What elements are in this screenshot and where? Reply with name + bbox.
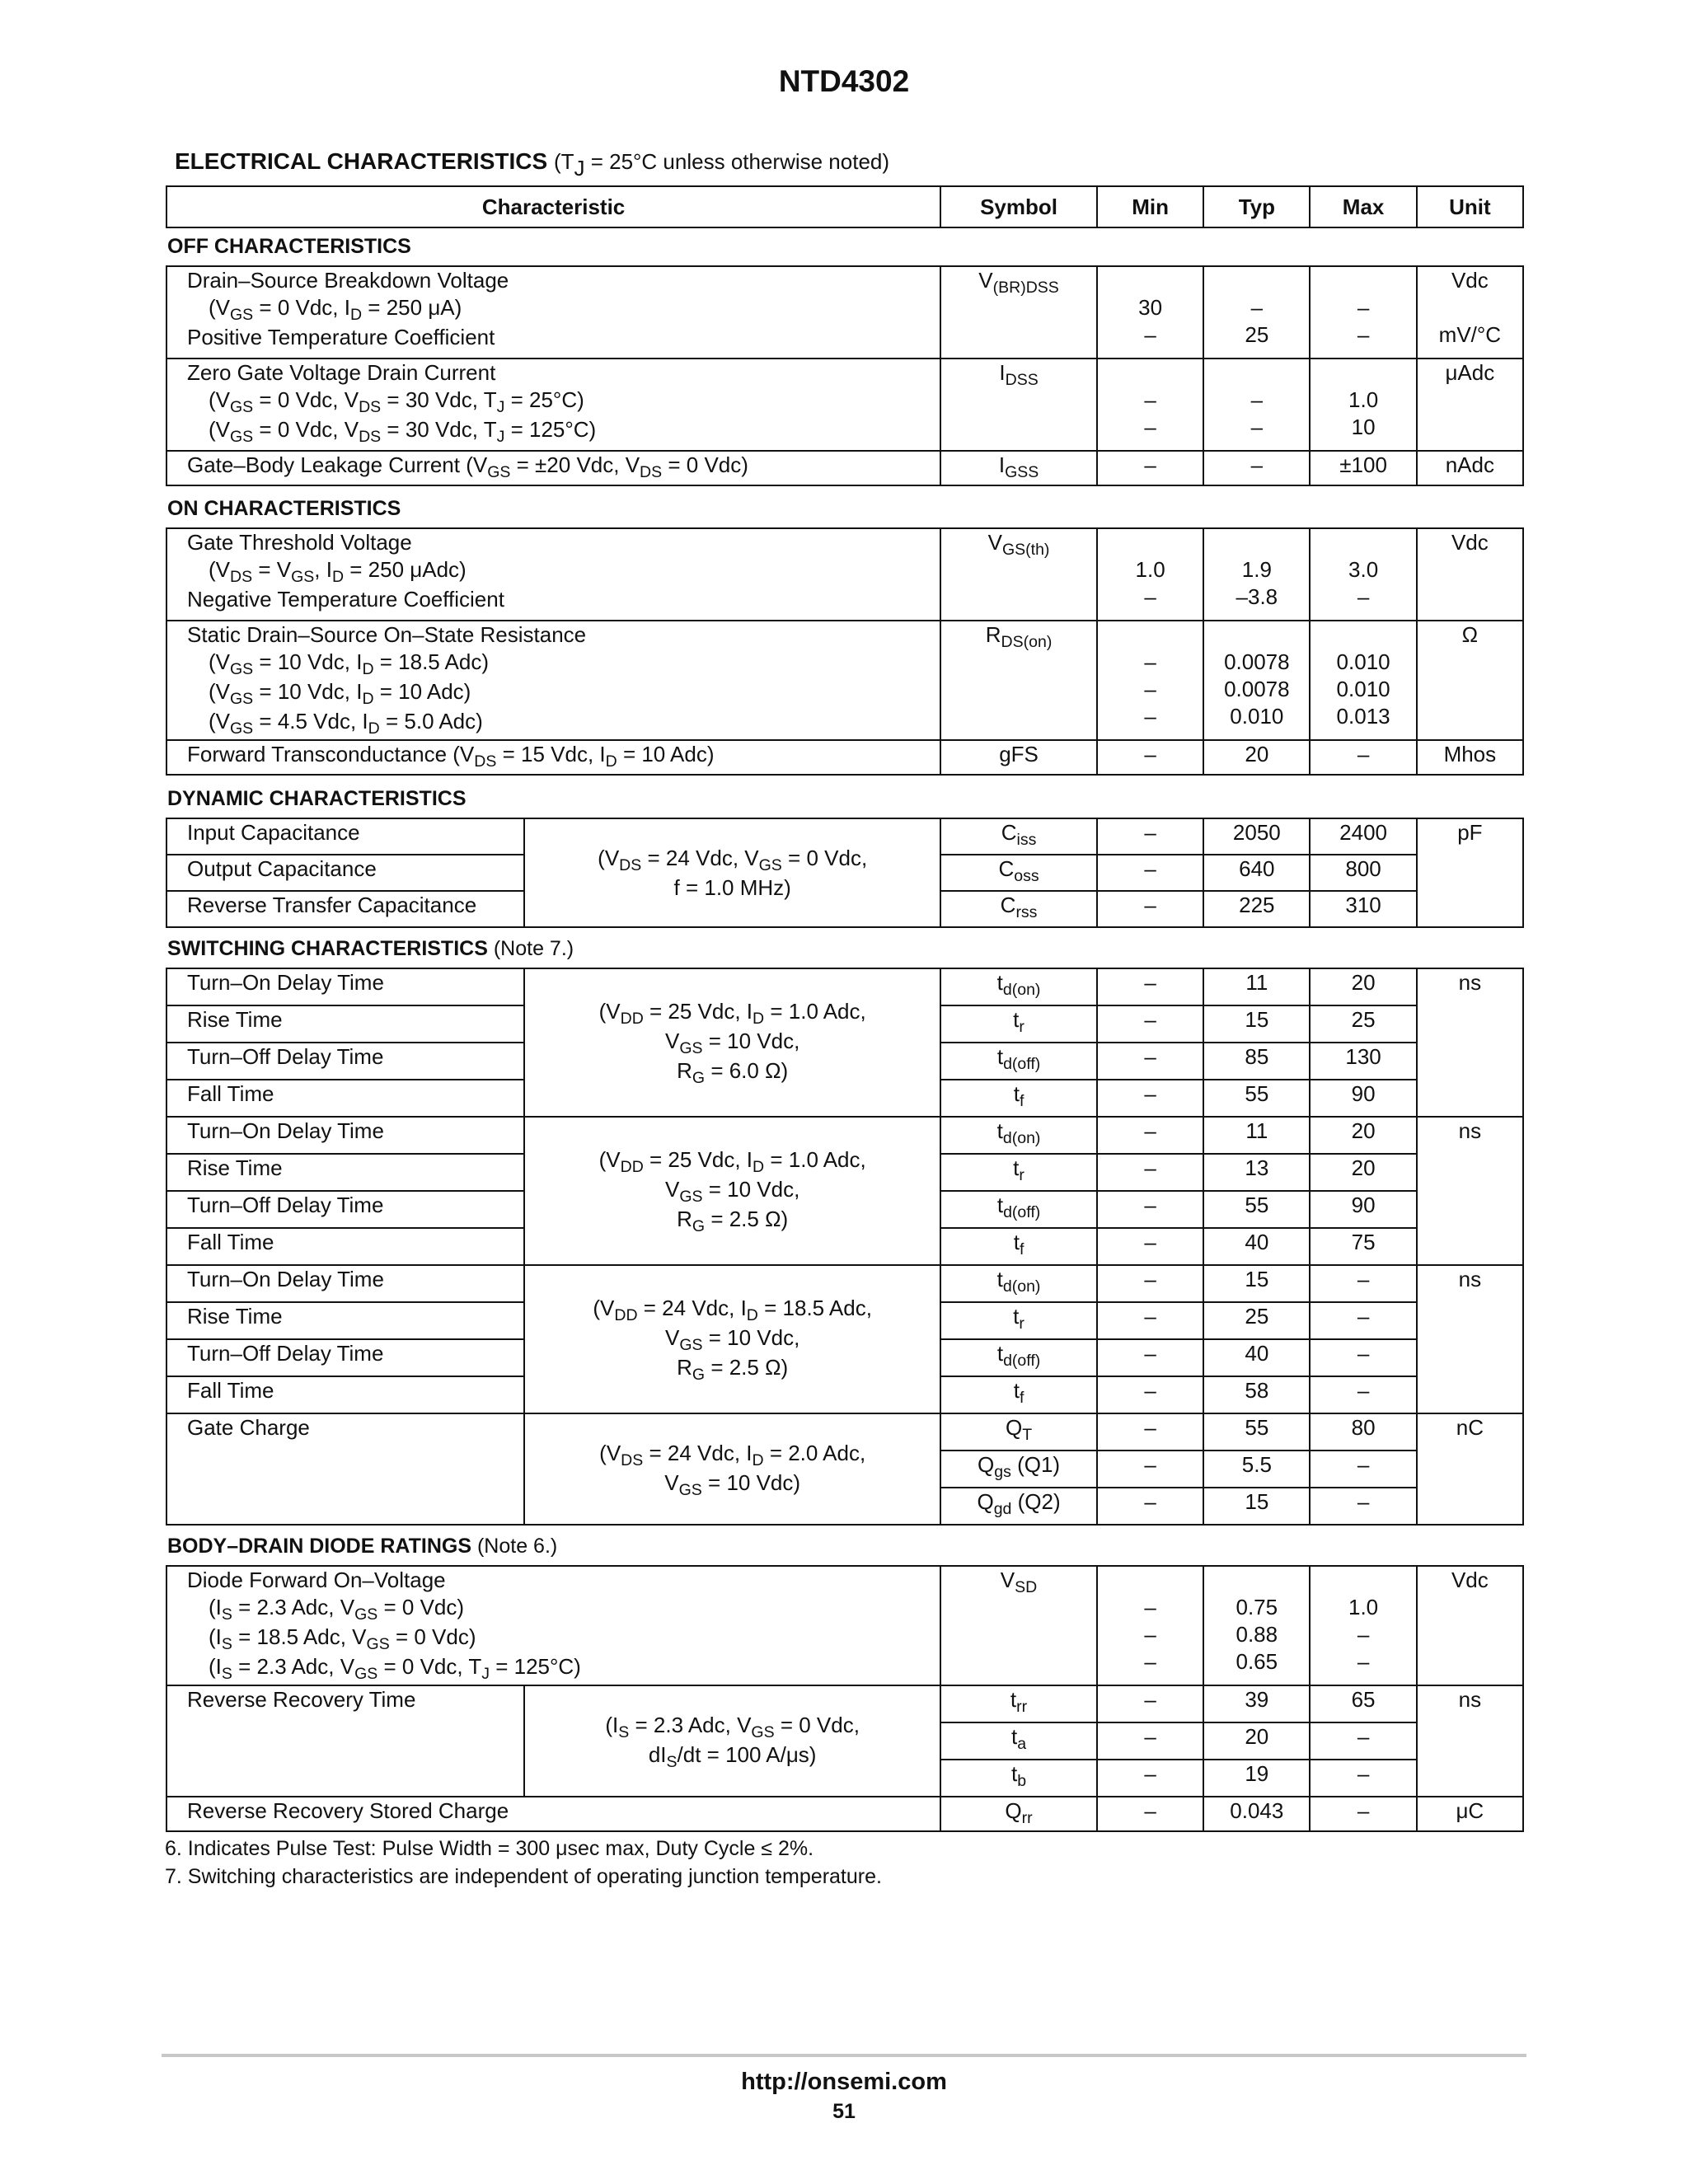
characteristic-cell: Reverse Recovery Time (166, 1685, 524, 1797)
unit-cell: nC (1417, 1413, 1523, 1525)
max-cell: 90 (1310, 1080, 1416, 1117)
table-row (166, 266, 1523, 359)
max-cell: 90 (1310, 1191, 1416, 1228)
symbol-cell: $t_{d(off)}$ (940, 1191, 1097, 1228)
max-cell: – (1310, 1722, 1416, 1760)
typ-cell: 0.75 0.88 0.65 (1203, 1566, 1310, 1685)
typ-cell: 55 (1203, 1191, 1310, 1228)
symbol-cell: $t_r$ (940, 1005, 1097, 1043)
symbol-cell: $t_r$ (940, 1302, 1097, 1339)
max-cell: – (1310, 1488, 1416, 1525)
typ-cell: 640 (1203, 855, 1310, 891)
min-cell: – (1097, 1265, 1203, 1302)
max-cell: 3.0 – (1310, 528, 1416, 621)
max-cell: 75 (1310, 1228, 1416, 1265)
max-cell: ±100 (1310, 451, 1416, 485)
min-cell: 1.0 – (1097, 528, 1203, 621)
max-cell: 80 (1310, 1413, 1416, 1451)
min-cell: – – – (1097, 1566, 1203, 1685)
symbol-cell: $V_{GS(th)}$ (940, 528, 1097, 621)
footnote-7: 7. Switching characteristics are independent of operating junction temperature. (165, 1865, 882, 1888)
symbol-cell: $t_{d(off)}$ (940, 1339, 1097, 1376)
symbol-cell: $t_a$ (940, 1722, 1097, 1760)
table-row (166, 1797, 1523, 1831)
typ-cell: 19 (1203, 1760, 1310, 1797)
min-cell: – (1097, 1760, 1203, 1797)
symbol-cell: $t_f$ (940, 1376, 1097, 1413)
unit-cell: ns (1417, 1117, 1523, 1265)
min-cell: – (1097, 1302, 1203, 1339)
table-row (166, 1413, 1523, 1451)
dynamic-table (166, 818, 1524, 928)
test-condition-cell: ($V_{DS} = 24$ Vdc, $I_D = 2.0$ Adc, $V_{GS} = 10$ Vdc) (524, 1413, 940, 1525)
footnotes (165, 1835, 882, 1891)
col-max: Max (1310, 186, 1416, 227)
characteristic-cell: Fall Time (166, 1376, 524, 1413)
max-cell: – (1310, 1339, 1416, 1376)
symbol-cell: $t_f$ (940, 1080, 1097, 1117)
table-row (166, 1566, 1523, 1685)
characteristic-cell: Gate Charge (166, 1413, 524, 1525)
characteristic-cell: Fall Time (166, 1080, 524, 1117)
test-condition-cell: ($V_{DD} = 24$ Vdc, $I_D = 18.5$ Adc, $V_{GS} = 10$ Vdc, $R_G = 2.5$ Ω) (524, 1265, 940, 1413)
max-cell: 20 (1310, 1117, 1416, 1154)
off-section-title: OFF CHARACTERISTICS (167, 235, 411, 258)
switching-table (166, 968, 1524, 1526)
typ-cell: 85 (1203, 1043, 1310, 1080)
typ-cell: 40 (1203, 1339, 1310, 1376)
typ-cell: 13 (1203, 1154, 1310, 1191)
typ-cell: 0.043 (1203, 1797, 1310, 1831)
footer-link[interactable]: http://onsemi.com (741, 2069, 947, 2095)
characteristic-cell: Reverse Transfer Capacitance (166, 891, 524, 927)
max-cell: 2400 (1310, 818, 1416, 855)
symbol-cell: $t_{rr}$ (940, 1685, 1097, 1722)
table-row (166, 968, 1523, 1005)
test-condition-cell: ($V_{DD} = 25$ Vdc, $I_D = 1.0$ Adc, $V_{GS} = 10$ Vdc, $R_G = 2.5$ Ω) (524, 1117, 940, 1265)
characteristic-cell: Reverse Recovery Stored Charge (166, 1797, 940, 1831)
characteristic-cell: Input Capacitance (166, 818, 524, 855)
max-cell: 20 (1310, 968, 1416, 1005)
characteristic-cell: Forward Transconductance ($V_{DS} = 15$ Vdc, $I_D = 10$ Adc) (166, 740, 940, 775)
table-row (166, 1265, 1523, 1302)
unit-cell: Mhos (1417, 740, 1523, 775)
unit-cell: ns (1417, 968, 1523, 1117)
table-row (166, 451, 1523, 485)
typ-cell: – – (1203, 359, 1310, 451)
header-row (166, 186, 1523, 227)
symbol-cell: $t_r$ (940, 1154, 1097, 1191)
unit-cell: Ω (1417, 621, 1523, 740)
characteristic-cell: Output Capacitance (166, 855, 524, 891)
max-cell: 310 (1310, 891, 1416, 927)
characteristic-cell: Turn–On Delay Time (166, 1117, 524, 1154)
unit-cell: pF (1417, 818, 1523, 927)
unit-cell: Vdc mV/°C (1417, 266, 1523, 359)
symbol-cell: $V_{(BR)DSS}$ (940, 266, 1097, 359)
symbol-cell: $t_{d(on)}$ (940, 968, 1097, 1005)
max-cell: 130 (1310, 1043, 1416, 1080)
unit-cell: Vdc (1417, 528, 1523, 621)
footnote-6: 6. Indicates Pulse Test: Pulse Width = 300 μsec max, Duty Cycle ≤ 2%. (165, 1837, 814, 1860)
characteristic-cell: Gate–Body Leakage Current ($V_{GS} = \pm 20$ Vdc, $V_{DS} = 0$ Vdc) (166, 451, 940, 485)
characteristic-cell: Diode Forward On–Voltage ($I_S = 2.3$ Adc, $V_{GS} = 0$ Vdc) ($I_S = 18.5$ Adc, $V_{GS} = 0$ Vdc) ($I_S = 2.3$ Adc, $V_{GS} = 0$ Vdc, $T_J = 125^\circ C$) (166, 1566, 940, 1685)
col-min: Min (1097, 186, 1203, 227)
max-cell: 20 (1310, 1154, 1416, 1191)
symbol-cell: $R_{DS(on)}$ (940, 621, 1097, 740)
unit-cell: ns (1417, 1685, 1523, 1797)
characteristic-cell: Zero Gate Voltage Drain Current ($V_{GS} = 0$ Vdc, $V_{DS} = 30$ Vdc, $T_J = 25^\circ C$) ($V_{GS} = 0$ Vdc, $V_{DS} = 30$ Vdc, $T_J = 125^\circ C$) (166, 359, 940, 451)
min-cell: – (1097, 1413, 1203, 1451)
table-row (166, 528, 1523, 621)
min-cell: – (1097, 818, 1203, 855)
max-cell: 0.010 0.010 0.013 (1310, 621, 1416, 740)
typ-cell: 2050 (1203, 818, 1310, 855)
characteristic-cell: Static Drain–Source On–State Resistance ($V_{GS} = 10$ Vdc, $I_D = 18.5$ Adc) ($V_{GS} = 10$ Vdc, $I_D = 10$ Adc) ($V_{GS} = 4.5$ Vdc, $I_D = 5.0$ Adc) (166, 621, 940, 740)
typ-cell: 40 (1203, 1228, 1310, 1265)
max-cell: – (1310, 1760, 1416, 1797)
symbol-cell: $C_{iss}$ (940, 818, 1097, 855)
col-symbol: Symbol (940, 186, 1097, 227)
characteristic-cell: Turn–Off Delay Time (166, 1339, 524, 1376)
body-drain-table (166, 1565, 1524, 1832)
min-cell: – (1097, 891, 1203, 927)
col-unit: Unit (1417, 186, 1523, 227)
off-table (166, 265, 1524, 486)
symbol-cell: $V_{SD}$ (940, 1566, 1097, 1685)
min-cell: 30 – (1097, 266, 1203, 359)
min-cell: – – (1097, 359, 1203, 451)
min-cell: – (1097, 1191, 1203, 1228)
unit-cell: μC (1417, 1797, 1523, 1831)
page-number: 51 (832, 2100, 856, 2123)
unit-cell: ns (1417, 1265, 1523, 1413)
symbol-cell: gFS (940, 740, 1097, 775)
header-table (166, 185, 1524, 228)
table-row (166, 1685, 1523, 1722)
heading-bold: ELECTRICAL CHARACTERISTICS (175, 148, 548, 174)
on-table (166, 527, 1524, 776)
max-cell: – (1310, 740, 1416, 775)
unit-cell: nAdc (1417, 451, 1523, 485)
characteristic-cell: Gate Threshold Voltage ($V_{DS} = V_{GS}$, $I_D = 250$ μAdc) Negative Temperature Coefficient (166, 528, 940, 621)
page-title: NTD4302 (778, 64, 910, 98)
typ-cell: 15 (1203, 1005, 1310, 1043)
symbol-cell: $Q_{rr}$ (940, 1797, 1097, 1831)
symbol-cell: $I_{GSS}$ (940, 451, 1097, 485)
typ-cell: 55 (1203, 1413, 1310, 1451)
characteristic-cell: Rise Time (166, 1154, 524, 1191)
max-cell: 800 (1310, 855, 1416, 891)
max-cell: – (1310, 1451, 1416, 1488)
characteristic-cell: Rise Time (166, 1302, 524, 1339)
characteristic-cell: Rise Time (166, 1005, 524, 1043)
symbol-cell: $t_{d(on)}$ (940, 1265, 1097, 1302)
min-cell: – – – (1097, 621, 1203, 740)
symbol-cell: $t_b$ (940, 1760, 1097, 1797)
min-cell: – (1097, 1228, 1203, 1265)
max-cell: 65 (1310, 1685, 1416, 1722)
min-cell: – (1097, 1722, 1203, 1760)
typ-cell: – 25 (1203, 266, 1310, 359)
symbol-cell: $Q_{gs}$ (Q1) (940, 1451, 1097, 1488)
min-cell: – (1097, 1043, 1203, 1080)
heading-cond: (TJ = 25°C unless otherwise noted) (553, 149, 890, 181)
typ-cell: – (1203, 451, 1310, 485)
test-condition-cell: ($V_{DS} = 24$ Vdc, $V_{GS} = 0$ Vdc, f = 1.0 MHz) (524, 818, 940, 927)
typ-cell: 20 (1203, 740, 1310, 775)
characteristic-cell: Turn–Off Delay Time (166, 1191, 524, 1228)
characteristic-cell: Turn–Off Delay Time (166, 1043, 524, 1080)
min-cell: – (1097, 740, 1203, 775)
min-cell: – (1097, 1451, 1203, 1488)
test-condition-cell: ($I_S = 2.3$ Adc, $V_{GS} = 0$ Vdc, $dI_S/dt = 100$ A/μs) (524, 1685, 940, 1797)
symbol-cell: $t_{d(off)}$ (940, 1043, 1097, 1080)
table-row (166, 359, 1523, 451)
table-row (166, 1117, 1523, 1154)
max-cell: – – (1310, 266, 1416, 359)
unit-cell: μAdc (1417, 359, 1523, 451)
typ-cell: 11 (1203, 1117, 1310, 1154)
min-cell: – (1097, 1376, 1203, 1413)
typ-cell: 225 (1203, 891, 1310, 927)
table-row (166, 621, 1523, 740)
unit-cell: Vdc (1417, 1566, 1523, 1685)
min-cell: – (1097, 1488, 1203, 1525)
min-cell: – (1097, 1797, 1203, 1831)
typ-cell: 20 (1203, 1722, 1310, 1760)
characteristic-cell: Turn–On Delay Time (166, 1265, 524, 1302)
min-cell: – (1097, 1154, 1203, 1191)
max-cell: – (1310, 1265, 1416, 1302)
typ-cell: 11 (1203, 968, 1310, 1005)
symbol-cell: $t_{d(on)}$ (940, 1117, 1097, 1154)
min-cell: – (1097, 1080, 1203, 1117)
table-row (166, 818, 1523, 855)
min-cell: – (1097, 1117, 1203, 1154)
typ-cell: 5.5 (1203, 1451, 1310, 1488)
characteristic-cell: Drain–Source Breakdown Voltage ($V_{GS} = 0$ Vdc, $I_D = 250$ μA) Positive Temperature Coefficient (166, 266, 940, 359)
symbol-cell: $Q_T$ (940, 1413, 1097, 1451)
characteristic-cell: Fall Time (166, 1228, 524, 1265)
characteristic-cell: Turn–On Delay Time (166, 968, 524, 1005)
min-cell: – (1097, 968, 1203, 1005)
min-cell: – (1097, 1339, 1203, 1376)
col-characteristic: Characteristic (166, 186, 940, 227)
col-typ: Typ (1203, 186, 1310, 227)
typ-cell: 15 (1203, 1265, 1310, 1302)
table-row (166, 740, 1523, 775)
max-cell: – (1310, 1797, 1416, 1831)
on-section-title: ON CHARACTERISTICS (167, 497, 401, 520)
body-drain-section-title: BODY–DRAIN DIODE RATINGS (Note 6.) (167, 1535, 558, 1558)
typ-cell: 25 (1203, 1302, 1310, 1339)
typ-cell: 15 (1203, 1488, 1310, 1525)
typ-cell: 0.0078 0.0078 0.010 (1203, 621, 1310, 740)
max-cell: 1.0 10 (1310, 359, 1416, 451)
min-cell: – (1097, 855, 1203, 891)
symbol-cell: $Q_{gd}$ (Q2) (940, 1488, 1097, 1525)
switching-section-title: SWITCHING CHARACTERISTICS (Note 7.) (167, 937, 574, 960)
max-cell: 25 (1310, 1005, 1416, 1043)
max-cell: – (1310, 1376, 1416, 1413)
max-cell: 1.0 – – (1310, 1566, 1416, 1685)
section-heading (175, 148, 890, 181)
dynamic-section-title: DYNAMIC CHARACTERISTICS (167, 787, 467, 810)
min-cell: – (1097, 451, 1203, 485)
max-cell: – (1310, 1302, 1416, 1339)
symbol-cell: $C_{oss}$ (940, 855, 1097, 891)
min-cell: – (1097, 1685, 1203, 1722)
typ-cell: 39 (1203, 1685, 1310, 1722)
test-condition-cell: ($V_{DD} = 25$ Vdc, $I_D = 1.0$ Adc, $V_{GS} = 10$ Vdc, $R_G = 6.0$ Ω) (524, 968, 940, 1117)
footer-divider (162, 2054, 1526, 2057)
symbol-cell: $I_{DSS}$ (940, 359, 1097, 451)
typ-cell: 1.9 –3.8 (1203, 528, 1310, 621)
symbol-cell: $t_f$ (940, 1228, 1097, 1265)
typ-cell: 55 (1203, 1080, 1310, 1117)
min-cell: – (1097, 1005, 1203, 1043)
symbol-cell: $C_{rss}$ (940, 891, 1097, 927)
typ-cell: 58 (1203, 1376, 1310, 1413)
